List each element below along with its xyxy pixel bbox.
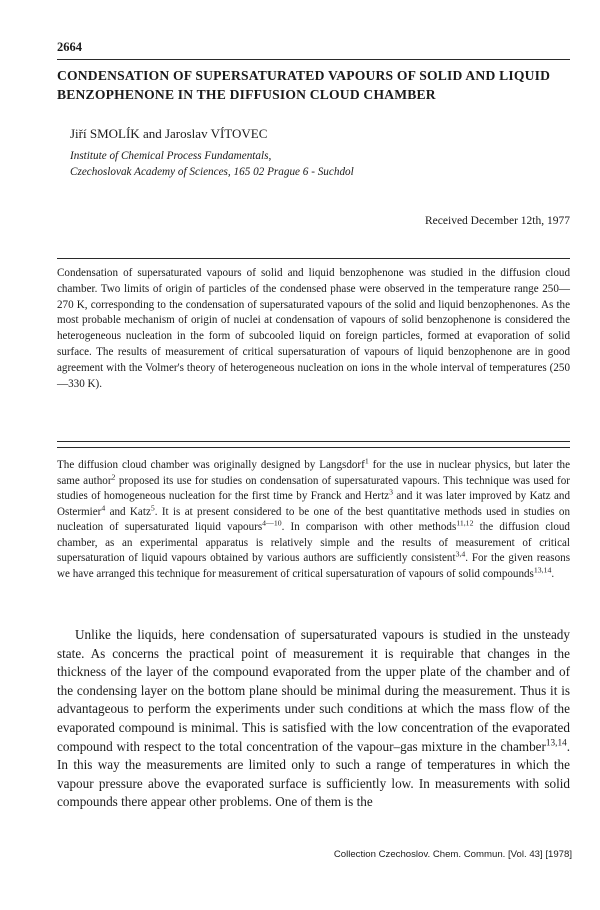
citation: 3 (389, 487, 393, 497)
received-date: Received December 12th, 1977 (425, 215, 570, 227)
intro-text: and it was later improved by Katz and Ostermier (57, 490, 570, 518)
intro-text: . In comparison with other methods (281, 521, 457, 533)
intro-text: for the use in nuclear physics, but later the same author (57, 459, 571, 487)
abstract-bottom-rule-2 (57, 447, 570, 448)
body-text: Unlike the liquids, here condensation of supersaturated vapours is studied in the unsteady state. As concerns the practical point of measurement it is requirable that changes in the thickness of the layer of the compound evaporated from the upper plate of the chamber and of the condensing layer on the bottom plane should be minimal during the measurement. Thus it is advantageous to perform the experiments under such conditions at which the mass flow of the evaporated compound is minimal. This is satisfied with the low concentration of the evaporated compound with respect to the total concentration of the vapour–gas mixture in the chamber (57, 627, 570, 754)
citation: 13,14 (545, 737, 567, 748)
citation: 11,12 (456, 518, 474, 528)
abstract: Condensation of supersaturated vapours of solid and liquid benzophenone was studied in the diffusion cloud chamber. Two limits of origin of particles of the condensed phase were observed in the temperature range 250—270 K, corresponding to the condensation of supersaturated vapours of the solid and liquid benzophenones. As the most probable mechanism of origin of nuclei at condensation of vapours of solid benzophenone is considered the heterogeneous nucleation in the form of subcooled liquid on foreign particles, formed at evaporation of solid surface. The results of measurement of critical supersaturation of vapours of liquid benzophenone are in good agreement with the Volmer's theory of heterogeneous nucleation on ions in the whole interval of temperatures (250—330 K). (57, 267, 570, 390)
intro-text: The diffusion cloud chamber was originally designed by Langsdorf (57, 459, 365, 471)
intro-text: . It is at present considered to be one of the best quantitative methods used in studies on nucleation of supersaturated liquid vapours (57, 505, 571, 533)
citation: 4 (101, 502, 106, 512)
intro-text: the diffusion cloud chamber, as an experimental apparatus is relatively simple and the results of measurement of critical supersaturation of liquid vapours obtained by various authors are sufficiently consistent (57, 521, 570, 564)
body-text: . In this way the measurements are limited only to such a range of temperatures in which the vapour pressure above the evaporated surface is sufficiently low. In measurements with solid compounds there appear other problems. One of them is the (57, 738, 570, 810)
body-paragraph (57, 626, 570, 812)
journal-footer: Collection Czechoslov. Chem. Commun. [Vol. 43] [1978] (333, 849, 572, 860)
citation: 1 (364, 456, 369, 466)
affiliation-line-2: Czechoslovak Academy of Sciences, 165 02 Prague 6 - Suchdol (70, 166, 354, 178)
intro-text: and Katz (105, 505, 151, 518)
citation: 2 (111, 471, 116, 481)
header-rule (57, 59, 570, 60)
citation: 5 (150, 502, 155, 512)
citation: 3,4 (455, 549, 466, 559)
abstract-bottom-rule (57, 441, 570, 442)
citation: 13,14 (533, 564, 552, 574)
intro-paragraph (57, 458, 570, 582)
intro-text: proposed its use for studies on condensation of supersaturated vapours. This technique was used for studies of homogeneous nucleation for the first time by Franck and Hertz (57, 474, 570, 502)
citation: 4—10 (262, 518, 282, 528)
intro-text: . (551, 567, 555, 580)
article-title: CONDENSATION OF SUPERSATURATED VAPOURS OF SOLID AND LIQUID BENZOPHENONE IN THE DIFFUSION CLOUD CHAMBER (57, 68, 551, 102)
affiliation-line-1: Institute of Chemical Process Fundamentals, (70, 150, 272, 162)
page-number: 2664 (57, 40, 82, 54)
abstract-top-rule (57, 258, 570, 259)
affiliation (70, 148, 550, 180)
intro-text: . For the given reasons we have arranged this technique for measurement of critical supersaturation of vapours of solid compounds (57, 552, 571, 580)
authors: Jiří SMOLÍK and Jaroslav VÍTOVEC (70, 126, 268, 141)
